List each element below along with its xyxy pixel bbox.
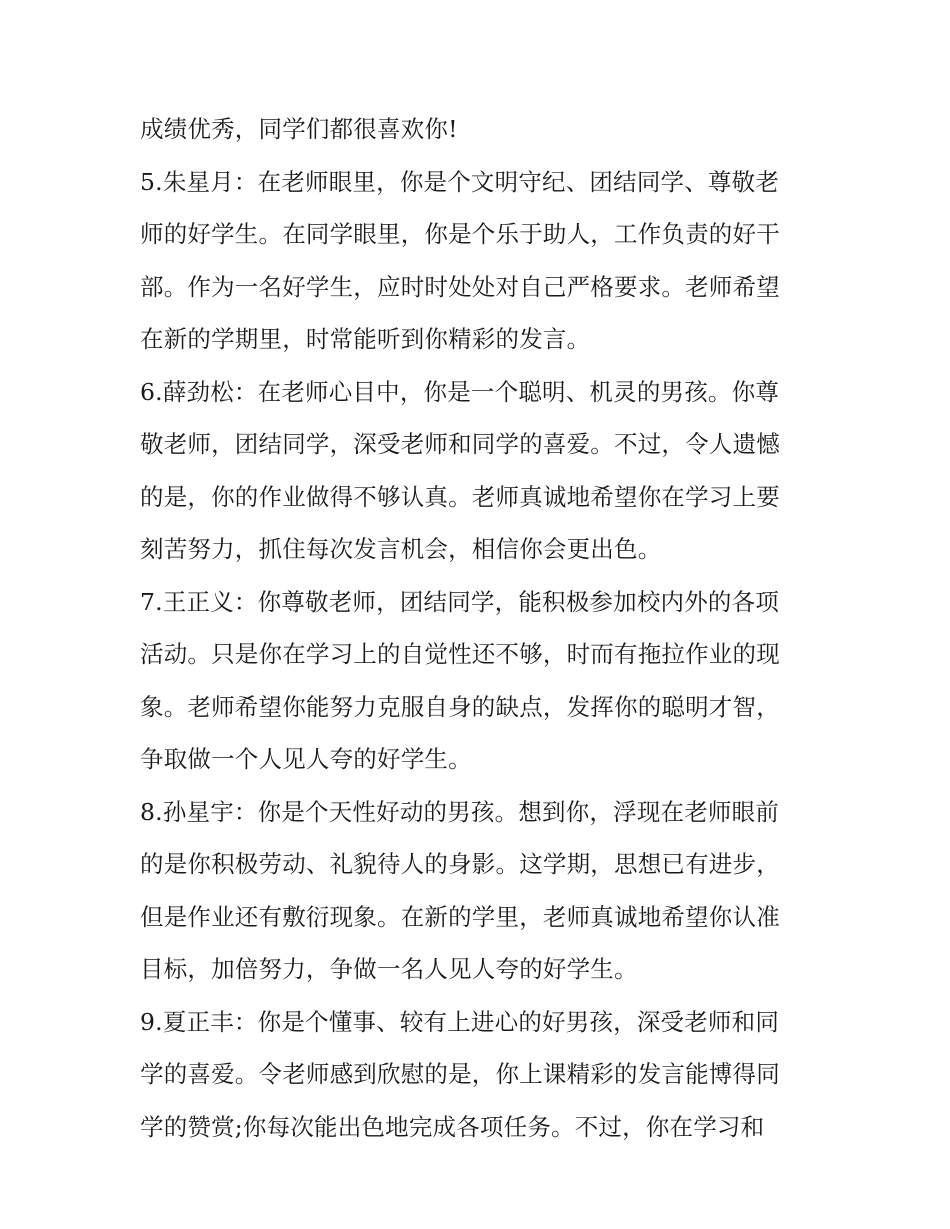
document-body bbox=[140, 103, 815, 1153]
text-line: 的是你积极劳动、礼貌待人的身影。这学期，思想已有进步， bbox=[140, 850, 780, 878]
text-line: 在新的学期里，时常能听到你精彩的发言。 bbox=[140, 325, 591, 353]
text-line: 但是作业还有敷衍现象。在新的学里，老师真诚地希望你认准 bbox=[140, 902, 780, 931]
text-line: 学的赞赏;你每次能出色地完成各项任务。不过，你在学习和 bbox=[140, 1112, 765, 1141]
text-line: 9.夏正丰：你是个懂事、较有上进心的好男孩，深受老师和同 bbox=[140, 1007, 780, 1036]
text-line: 活动。只是你在学习上的自觉性还不够，时而有拖拉作业的现 bbox=[140, 640, 780, 668]
text-line: 6.薛劲松：在老师心目中，你是一个聪明、机灵的男孩。你尊 bbox=[140, 377, 780, 406]
text-line: 7.王正义：你尊敬老师，团结同学，能积极参加校内外的各项 bbox=[140, 587, 780, 616]
text-line: 目标，加倍努力，争做一名人见人夸的好学生。 bbox=[140, 955, 638, 983]
text-line: 敬老师，团结同学，深受老师和同学的喜爱。不过，令人遗憾 bbox=[140, 430, 780, 458]
text-line: 5.朱星月：在老师眼里，你是个文明守纪、团结同学、尊敬老 bbox=[140, 167, 780, 196]
text-line: 部。作为一名好学生，应时时处处对自己严格要求。老师希望 bbox=[140, 272, 780, 301]
text-line: 师的好学生。在同学眼里，你是个乐于助人，工作负责的好干 bbox=[140, 220, 780, 248]
text-line: 学的喜爱。令老师感到欣慰的是，你上课精彩的发言能博得同 bbox=[140, 1060, 780, 1088]
text-line: 的是，你的作业做得不够认真。老师真诚地希望你在学习上要 bbox=[140, 482, 780, 511]
text-line: 成绩优秀，同学们都很喜欢你! bbox=[140, 115, 458, 143]
text-line: 8.孙星宇：你是个天性好动的男孩。想到你，浮现在老师眼前 bbox=[140, 797, 780, 826]
text-line: 争取做一个人见人夸的好学生。 bbox=[140, 745, 472, 773]
text-line: 刻苦努力，抓住每次发言机会，相信你会更出色。 bbox=[140, 535, 662, 563]
text-line: 象。老师希望你能努力克服自身的缺点，发挥你的聪明才智， bbox=[140, 692, 780, 721]
